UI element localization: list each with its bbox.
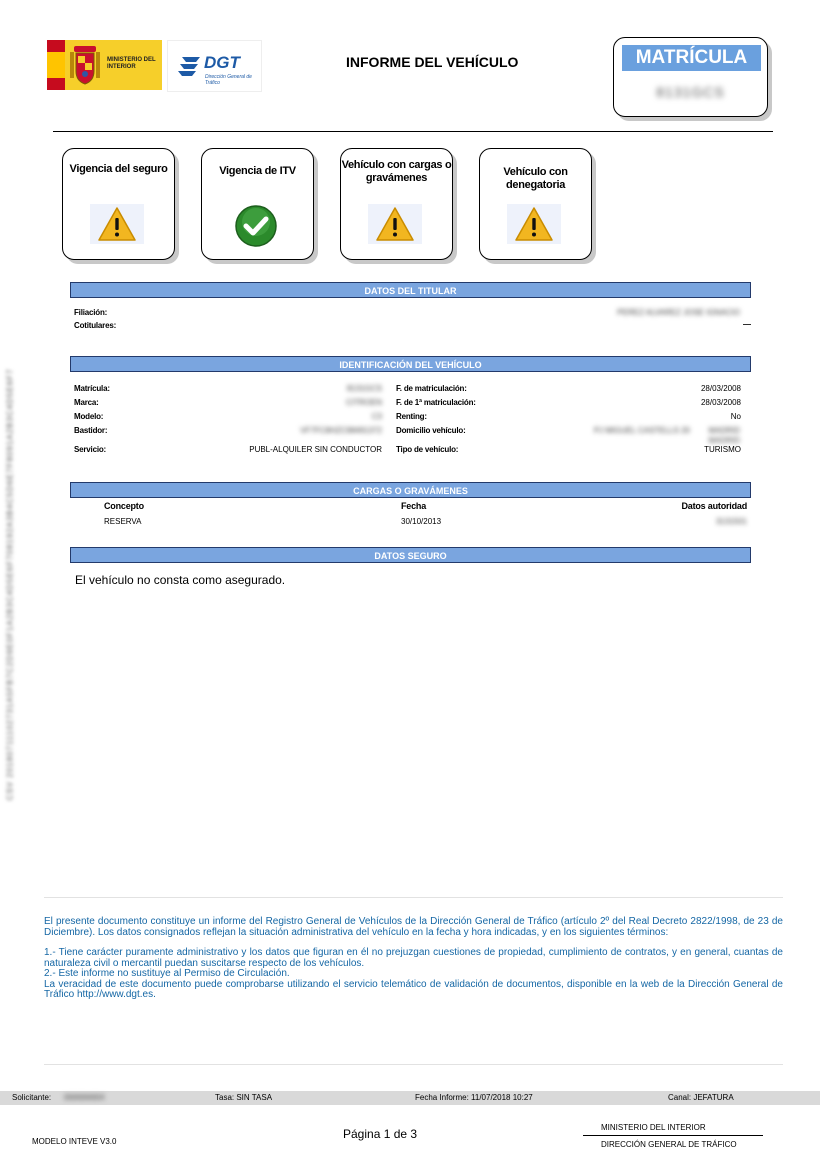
tasa-text: Tasa: SIN TASA	[215, 1093, 273, 1102]
fecha-informe-text: Fecha Informe: 11/07/2018 10:27	[415, 1093, 533, 1102]
solicitante-label: Solicitante:	[12, 1093, 52, 1102]
section-seguro-header: DATOS SEGURO	[70, 547, 751, 563]
status-box-insurance	[62, 148, 175, 260]
marca-value: CITROEN	[346, 398, 382, 407]
side-validation-code: CSV 20180711102731A5FB7C2D9E0F1A2B3C4D5E6F708192A3B4C5D6E7F8091A2B3C4D5E6F7	[5, 368, 15, 801]
modelo-value: C3	[371, 412, 382, 421]
filiacion-label: Filiación:	[74, 308, 108, 317]
spain-flag-icon	[47, 40, 65, 90]
modelo-label: Modelo:	[74, 412, 104, 421]
servicio-value: PUBL-ALQUILER SIN CONDUCTOR	[249, 445, 382, 454]
status-label: Vigencia del seguro	[69, 163, 168, 175]
status-box-cargas	[340, 148, 453, 260]
page-number: Página 1 de 3	[343, 1127, 418, 1141]
model-version: MODELO INTEVE V3.0	[32, 1137, 117, 1146]
col-autoridad: Datos autoridad	[681, 501, 747, 511]
status-box-itv	[201, 148, 314, 260]
check-icon	[229, 204, 283, 244]
legal-paragraph: El presente documento constituye un informe del Registro General de Vehículos de la Dirección General de Tráfico (artículo 2º del Real Decreto 2822/1998, de 23 de Diciembre). Los datos consignados reflejan la situación administrativa del vehículo en la fecha y hora indicadas, y en los siguientes términos:	[44, 916, 783, 938]
f-primera-value: 28/03/2008	[700, 398, 741, 407]
status-label: Vehículo con cargas o gravámenes	[341, 159, 452, 184]
dgt-mark-icon	[178, 53, 202, 79]
insurance-status-text: El vehículo no consta como asegurado.	[75, 573, 286, 587]
col-fecha: Fecha	[401, 501, 427, 511]
filiacion-value: PEREZ ALVAREZ JOSE IGNACIO	[617, 308, 740, 317]
section-vehiculo-header: IDENTIFICACIÓN DEL VEHÍCULO	[70, 356, 751, 372]
header-divider	[53, 131, 773, 132]
dgt-logo-subtitle: Dirección General de Tráfico	[205, 74, 252, 86]
f-matriculacion-value: 28/03/2008	[700, 384, 741, 393]
legal-divider-top	[44, 897, 783, 898]
header-logos	[47, 40, 260, 90]
renting-label: Renting:	[396, 412, 427, 421]
tipo-label: Tipo de vehículo:	[396, 445, 459, 454]
domicilio-value-city: MADRID	[708, 426, 740, 435]
canal-text: Canal: JEFATURA	[668, 1093, 734, 1102]
coat-of-arms-icon	[68, 44, 102, 86]
legal-paragraph: La veracidad de este documento puede comprobarse utilizando el servicio telemático de validación de documentos, disponible en la web de la Dirección General de Tráfico http://www.dgt.es.	[44, 978, 783, 1000]
bastidor-label: Bastidor:	[74, 426, 108, 435]
domicilio-value: PJ MIGUEL CASTELLS 20	[593, 426, 690, 435]
servicio-label: Servicio:	[74, 445, 106, 454]
solicitante-value: 00000000X	[64, 1093, 105, 1102]
domicilio-value-province: MADRID	[708, 436, 740, 445]
document-title: INFORME DEL VEHÍCULO	[346, 54, 519, 70]
legal-divider-bottom	[44, 1064, 783, 1065]
ministry-logo	[47, 40, 162, 90]
carga-autoridad: 3131501	[715, 517, 747, 526]
request-info-bar	[0, 1091, 820, 1105]
cotitulares-label: Cotitulares:	[74, 321, 117, 330]
tipo-value: TURISMO	[704, 445, 741, 454]
marca-label: Marca:	[74, 398, 99, 407]
col-concepto: Concepto	[104, 501, 144, 511]
warning-icon	[507, 204, 561, 244]
bastidor-value: VF7FC8HZC98491372	[300, 426, 382, 435]
renting-value: No	[730, 412, 741, 421]
signature-ministry: MINISTERIO DEL INTERIOR	[601, 1123, 706, 1132]
plate-box	[613, 37, 768, 117]
domicilio-label: Domicilio vehículo:	[396, 426, 466, 435]
carga-fecha: 30/10/2013	[401, 517, 442, 526]
legal-notice	[44, 917, 783, 1001]
signature-direccion: DIRECCIÓN GENERAL DE TRÁFICO	[601, 1140, 737, 1149]
f-primera-label: F. de 1ª matriculación:	[396, 398, 476, 407]
signature-line	[583, 1135, 763, 1136]
status-box-denegatoria	[479, 148, 592, 260]
plate-label: MATRÍCULA	[622, 45, 761, 71]
matricula-label: Matrícula:	[74, 384, 110, 393]
ministry-logo-text: MINISTERIO DEL INTERIOR	[107, 57, 156, 70]
matricula-value: 8131GCS	[346, 384, 382, 393]
plate-value: 8131GCS	[656, 84, 725, 100]
dgt-logo-text: DGT	[204, 53, 240, 72]
warning-icon	[368, 204, 422, 244]
carga-concepto: RESERVA	[104, 517, 142, 526]
dgt-logo	[167, 40, 262, 92]
legal-paragraph: 1.- Tiene carácter puramente administrativo y los datos que figuran en él no prejuzgan cuestiones de propiedad, cumplimiento de contratos, y en general, cuantas de naturaleza civil o mercantil puedan suscitarse respecto de los vehículos.	[44, 947, 783, 969]
section-titular-header: DATOS DEL TITULAR	[70, 282, 751, 298]
section-cargas-header: CARGAS O GRAVÁMENES	[70, 482, 751, 498]
legal-paragraph: 2.- Este informe no sustituye al Permiso de Circulación.	[44, 968, 290, 979]
warning-icon	[90, 204, 144, 244]
cotitulares-value: —	[743, 320, 751, 329]
status-label: Vehículo con denegatoria	[503, 166, 568, 191]
f-matriculacion-label: F. de matriculación:	[396, 384, 467, 393]
status-label: Vigencia de ITV	[219, 165, 296, 177]
